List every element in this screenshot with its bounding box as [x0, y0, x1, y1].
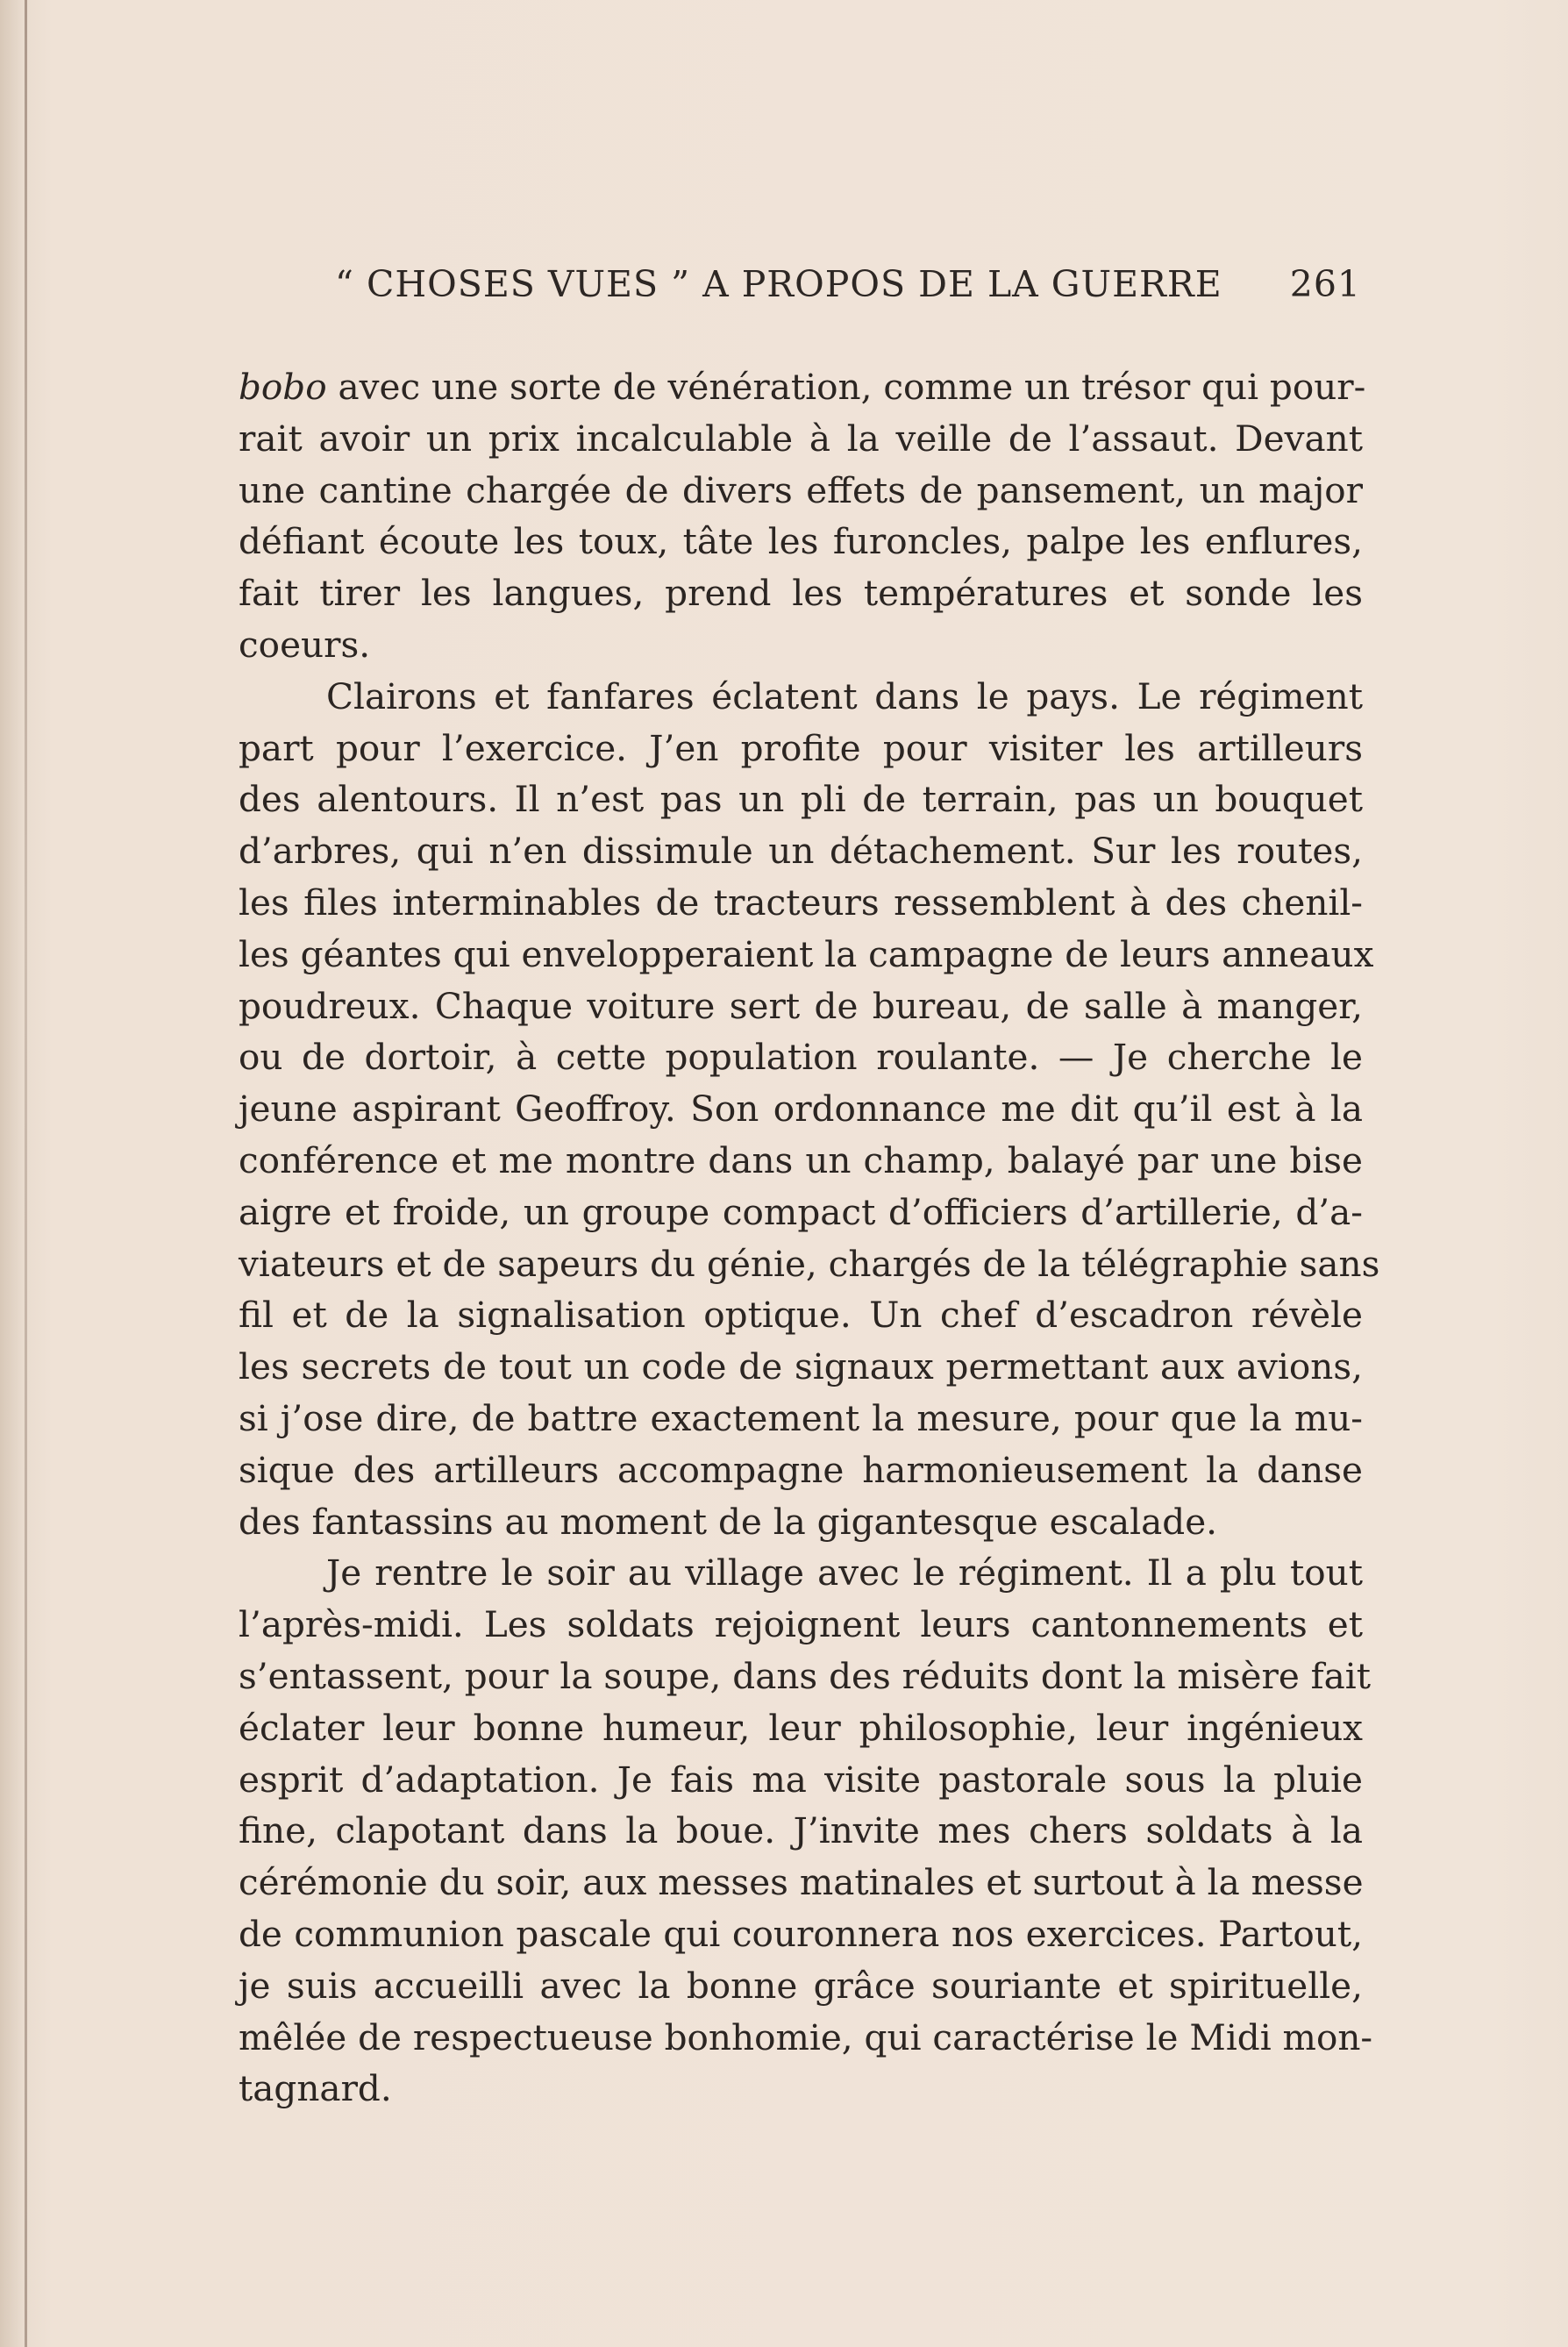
text-line: les files interminables de tracteurs ressemblent à des chenil- [239, 881, 1363, 924]
running-head [335, 263, 1361, 316]
text-line: les secrets de tout un code de signaux permettant aux avions, [239, 1345, 1363, 1388]
text-line: s’entassent, pour la soupe, dans des réduits dont la misère fait [239, 1654, 1372, 1697]
text-line: fil et de la signalisation optique. Un chef d’escadron révèle [239, 1294, 1363, 1337]
text-line: sique des artilleurs accompagne harmonieusement la danse [239, 1448, 1363, 1491]
body-text [239, 361, 1380, 2115]
running-head-title: “ CHOSES VUES ” A PROPOS DE LA GUERRE [335, 263, 1222, 305]
text-line: fait tirer les langues, prend les températures et sonde les [239, 572, 1363, 615]
text-line: l’après-midi. Les soldats rejoignent leurs cantonnements et [239, 1603, 1363, 1646]
text-line: mêlée de respectueuse bonhomie, qui caractérise le Midi mon- [239, 2015, 1373, 2058]
paragraph-2 [239, 671, 1380, 1548]
text-line: part pour l’exercice. J’en profite pour visiter les artilleurs [239, 726, 1363, 769]
text-line: bobo avec une sorte de vénération, comme un trésor qui pour- [239, 366, 1366, 408]
text-line: tagnard. [239, 2067, 392, 2110]
text-line: aigre et froide, un groupe compact d’officiers d’artillerie, d’a- [239, 1190, 1363, 1233]
text-line: Clairons et fanfares éclatent dans le pays. Le régiment [326, 674, 1363, 717]
paragraph-3 [239, 1547, 1373, 2115]
italic-word: bobo [239, 366, 327, 408]
text-line: si j’ose dire, de battre exactement la mesure, pour que la mu- [239, 1396, 1363, 1439]
text-line: poudreux. Chaque voiture sert de bureau, de salle à manger, [239, 984, 1363, 1027]
text-line: éclater leur bonne humeur, leur philosophie, leur ingénieux [239, 1706, 1363, 1749]
text-line: une cantine chargée de divers effets de pansement, un major [239, 468, 1363, 511]
paragraph-1 [239, 361, 1366, 671]
text-line: défiant écoute les toux, tâte les furoncles, palpe les enflures, [239, 520, 1363, 563]
text-line: ou de dortoir, à cette population roulante. — Je cherche le [239, 1036, 1363, 1079]
text-line: fine, clapotant dans la boue. J’invite mes chers soldats à la [239, 1809, 1363, 1852]
text-line: je suis accueilli avec la bonne grâce souriante et spirituelle, [239, 1964, 1363, 2007]
text-line: cérémonie du soir, aux messes matinales et surtout à la messe [239, 1861, 1364, 1904]
binding-gutter [25, 0, 27, 2347]
text-line: coeurs. [239, 623, 371, 666]
text-line: des alentours. Il n’est pas un pli de terrain, pas un bouquet [239, 778, 1363, 821]
text-line: jeune aspirant Geoffroy. Son ordonnance me dit qu’il est à la [239, 1088, 1363, 1131]
text-line: des fantassins au moment de la gigantesque escalade. [239, 1500, 1218, 1543]
text-line: esprit d’adaptation. Je fais ma visite pastorale sous la pluie [239, 1758, 1363, 1801]
text-line: d’arbres, qui n’en dissimule un détachement. Sur les routes, [239, 830, 1363, 873]
text-line: Je rentre le soir au village avec le régiment. Il a plu tout [326, 1552, 1363, 1594]
page-number: 261 [1289, 263, 1361, 305]
text-line: rait avoir un prix incalculable à la veille de l’assaut. Devant [239, 417, 1363, 460]
text-line: conférence et me montre dans un champ, balayé par une bise [239, 1138, 1363, 1181]
text-line: viateurs et de sapeurs du génie, chargés de la télégraphie sans [239, 1242, 1380, 1285]
text-line: de communion pascale qui couronnera nos exercices. Partout, [239, 1912, 1363, 1955]
text-line: les géantes qui envelopperaient la campagne de leurs anneaux [239, 932, 1374, 975]
